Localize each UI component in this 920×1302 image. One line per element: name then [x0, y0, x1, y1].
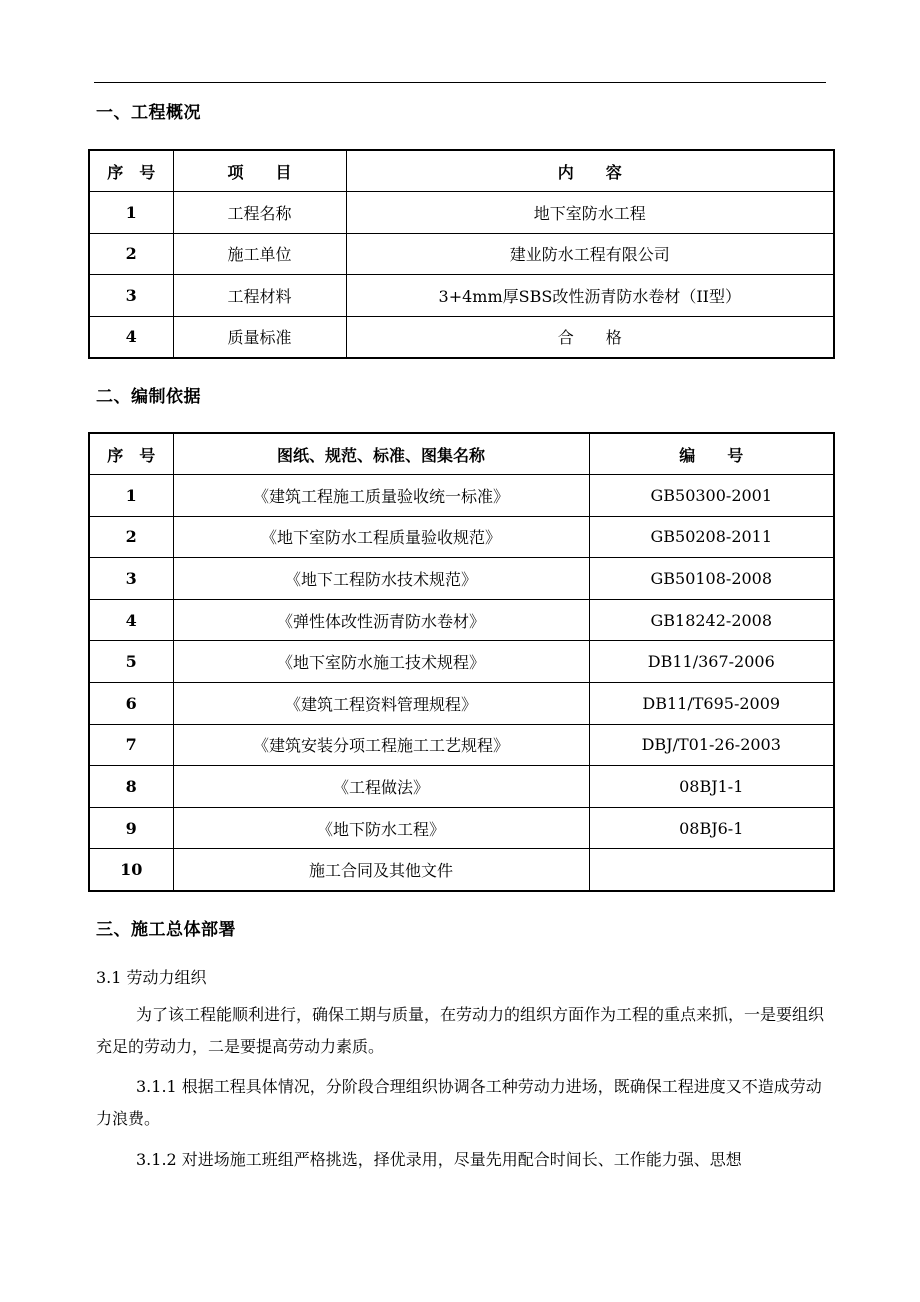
table-row [89, 516, 834, 558]
cell-no: 4 [89, 316, 173, 358]
section-3-heading: 三、施工总体部署 [96, 920, 236, 940]
cell-name: 《工程做法》 [173, 766, 589, 808]
table-header-row [89, 150, 834, 192]
col-header-code: 编 号 [589, 433, 834, 475]
table-row [89, 192, 834, 234]
table-row [89, 558, 834, 600]
section-2-heading: 二、编制依据 [96, 387, 201, 407]
cell-name: 《弹性体改性沥青防水卷材》 [173, 599, 589, 641]
cell-code: 08BJ6-1 [589, 807, 834, 849]
table-row [89, 807, 834, 849]
table-row [89, 724, 834, 766]
col-header-item: 项 目 [173, 150, 346, 192]
paragraph: 3.1.1 根据工程具体情况，分阶段合理组织协调各工种劳动力进场，既确保工程进度又不造成劳动力浪费。 [96, 1077, 822, 1128]
cell-code: 08BJ1-1 [589, 766, 834, 808]
cell-content: 合 格 [346, 316, 834, 358]
col-header-no: 序 号 [89, 433, 173, 475]
cell-name: 《建筑工程资料管理规程》 [173, 683, 589, 725]
table-row [89, 316, 834, 358]
col-header-content: 内 容 [346, 150, 834, 192]
table-row [89, 233, 834, 275]
project-overview-table [88, 149, 835, 359]
cell-name: 《地下室防水工程质量验收规范》 [173, 516, 589, 558]
cell-name: 《建筑安装分项工程施工工艺规程》 [173, 724, 589, 766]
section-1-heading: 一、工程概况 [96, 103, 201, 123]
table-row [89, 275, 834, 317]
cell-no: 3 [89, 275, 173, 317]
cell-name: 《地下室防水施工技术规程》 [173, 641, 589, 683]
table-row [89, 766, 834, 808]
table-row [89, 599, 834, 641]
table-header-row [89, 433, 834, 475]
cell-content: 建业防水工程有限公司 [346, 233, 834, 275]
cell-no: 3 [89, 558, 173, 600]
cell-item: 工程材料 [173, 275, 346, 317]
table-row [89, 641, 834, 683]
cell-no: 1 [89, 475, 173, 517]
table-row [89, 475, 834, 517]
cell-no: 10 [89, 849, 173, 891]
cell-code: GB50300-2001 [589, 475, 834, 517]
cell-content: 3+4mm厚SBS改性沥青防水卷材（II型） [346, 275, 834, 317]
col-header-name: 图纸、规范、标准、图集名称 [173, 433, 589, 475]
cell-code: DBJ/T01-26-2003 [589, 724, 834, 766]
cell-name: 《建筑工程施工质量验收统一标准》 [173, 475, 589, 517]
cell-no: 8 [89, 766, 173, 808]
cell-no: 4 [89, 599, 173, 641]
paragraph: 3.1.2 对进场施工班组严格挑选，择优录用，尽量先用配合时间长、工作能力强、思想 [136, 1150, 742, 1169]
cell-no: 9 [89, 807, 173, 849]
header-rule [94, 82, 826, 83]
cell-code: DB11/T695-2009 [589, 683, 834, 725]
cell-no: 7 [89, 724, 173, 766]
cell-item: 质量标准 [173, 316, 346, 358]
cell-code: GB50208-2011 [589, 516, 834, 558]
cell-code: DB11/367-2006 [589, 641, 834, 683]
subsection-title: 3.1 劳动力组织 [96, 968, 207, 987]
cell-content: 地下室防水工程 [346, 192, 834, 234]
col-header-no: 序 号 [89, 150, 173, 192]
cell-item: 施工单位 [173, 233, 346, 275]
cell-no: 6 [89, 683, 173, 725]
cell-code [589, 849, 834, 891]
cell-code: GB18242-2008 [589, 599, 834, 641]
cell-item: 工程名称 [173, 192, 346, 234]
basis-table [88, 432, 835, 892]
table-row [89, 849, 834, 891]
cell-no: 2 [89, 233, 173, 275]
cell-no: 5 [89, 641, 173, 683]
cell-name: 《地下工程防水技术规范》 [173, 558, 589, 600]
cell-name: 施工合同及其他文件 [173, 849, 589, 891]
paragraph: 为了该工程能顺利进行，确保工期与质量，在劳动力的组织方面作为工程的重点来抓，一是要组织充足的劳动力，二是要提高劳动力素质。 [96, 1005, 825, 1056]
table-row [89, 683, 834, 725]
cell-no: 2 [89, 516, 173, 558]
cell-name: 《地下防水工程》 [173, 807, 589, 849]
cell-no: 1 [89, 192, 173, 234]
cell-code: GB50108-2008 [589, 558, 834, 600]
